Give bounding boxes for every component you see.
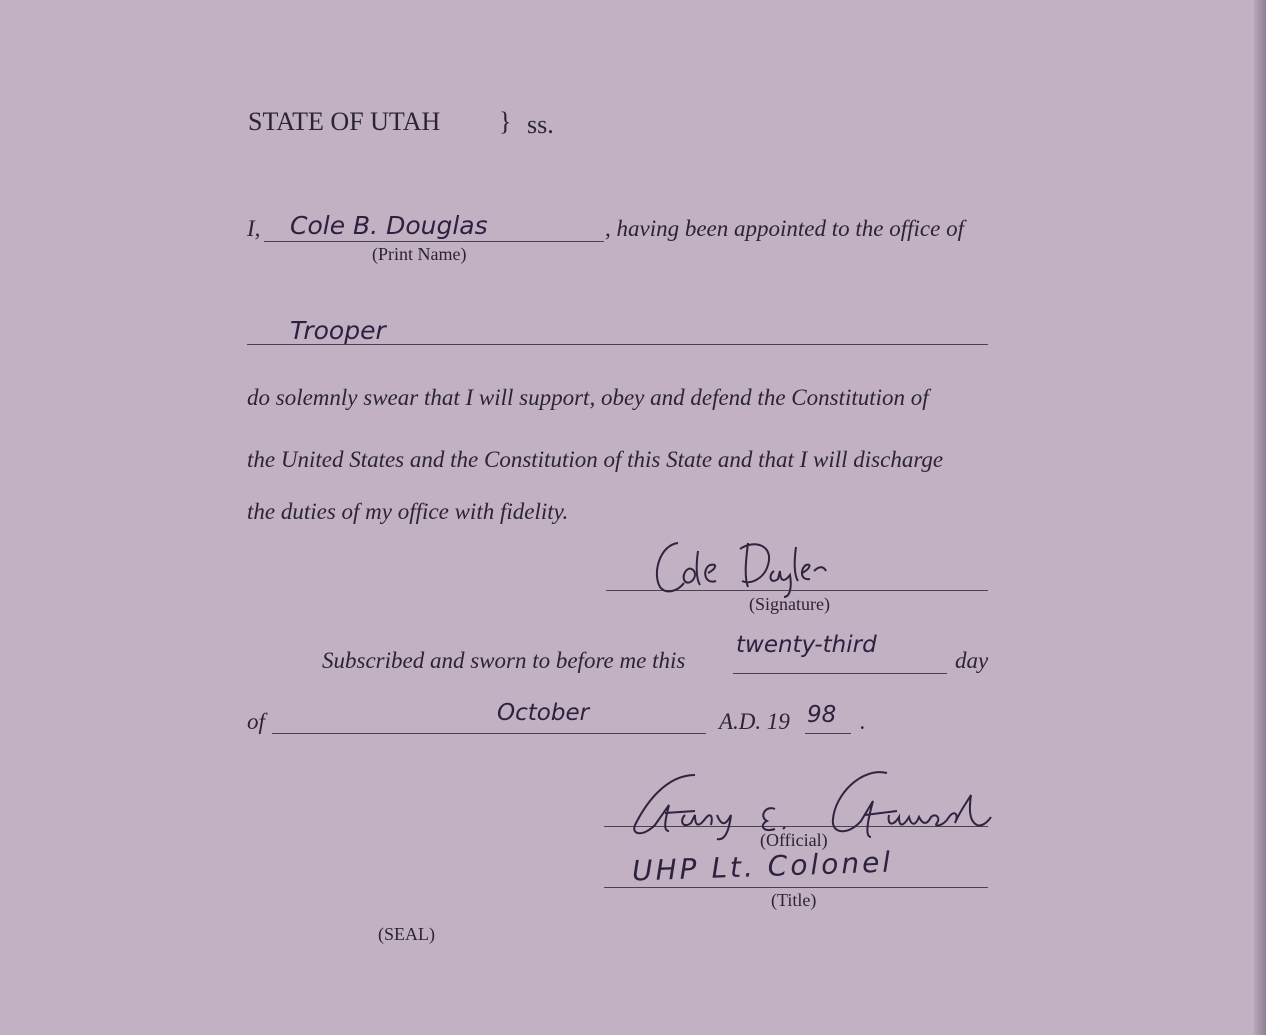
printed-name-field[interactable]: Cole B. Douglas xyxy=(290,211,488,240)
ad-label: A.D. 19 xyxy=(719,709,790,734)
oath-line-2: the United States and the Constitution of this State and that I will discharge xyxy=(247,447,944,472)
oath-line-1: do solemnly swear that I will support, obey and defend the Constitution of xyxy=(247,385,929,410)
month-line xyxy=(272,733,706,734)
oath-signature-image xyxy=(650,535,840,600)
date-period: . xyxy=(860,709,866,734)
day-field[interactable]: twenty-third xyxy=(736,632,877,658)
page-edge xyxy=(1254,0,1266,1035)
i-prefix: I, xyxy=(247,216,261,241)
state-heading: STATE OF UTAH xyxy=(248,107,441,136)
title-caption: (Title) xyxy=(771,890,817,910)
title-field[interactable]: UHP Lt. Colonel xyxy=(631,845,894,888)
seal-label: (SEAL) xyxy=(378,924,435,944)
subscribed-text: Subscribed and sworn to before me this xyxy=(322,648,686,673)
title-line xyxy=(604,887,988,888)
oath-line-3: the duties of my office with fidelity. xyxy=(247,499,569,524)
name-line xyxy=(264,241,604,242)
signature-caption: (Signature) xyxy=(749,594,830,614)
day-line xyxy=(733,673,947,674)
day-label: day xyxy=(955,648,989,673)
ss-label: ss. xyxy=(527,110,554,139)
year-line xyxy=(805,733,851,734)
brace-symbol: } xyxy=(499,107,512,136)
year-field[interactable]: 98 xyxy=(807,702,837,728)
office-field[interactable]: Trooper xyxy=(290,316,386,345)
appointed-text: , having been appointed to the office of xyxy=(605,216,964,241)
of-label: of xyxy=(247,709,265,734)
month-field[interactable]: October xyxy=(497,700,590,726)
official-caption: (Official) xyxy=(760,830,828,850)
print-name-caption: (Print Name) xyxy=(372,244,467,264)
